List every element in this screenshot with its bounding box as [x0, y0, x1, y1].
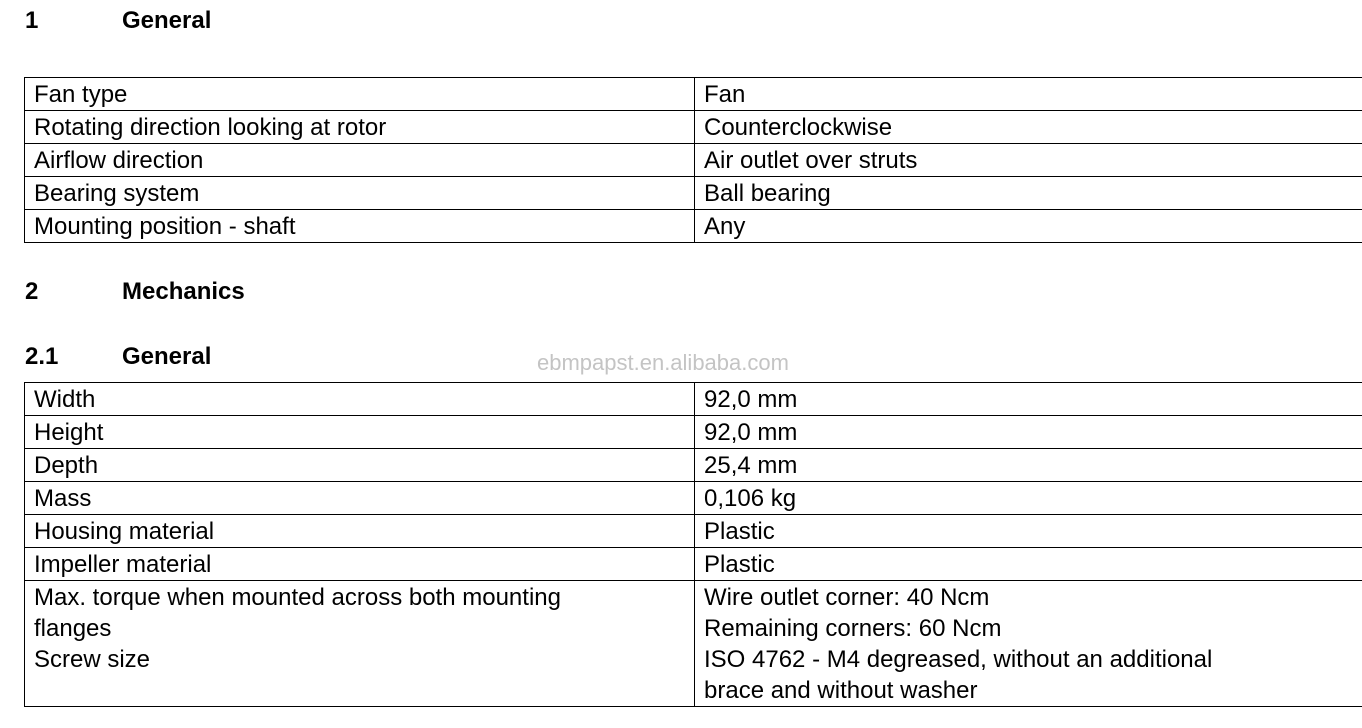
spec-label: Bearing system: [25, 177, 695, 210]
spec-value: Fan: [695, 78, 1362, 111]
spec-value-line: Wire outlet corner: 40 Ncm: [704, 584, 990, 611]
spec-label-line: Screw size: [34, 646, 151, 673]
spec-label: Mounting position - shaft: [25, 210, 695, 243]
table-row: [25, 111, 1362, 144]
spec-label: Impeller material: [25, 548, 695, 581]
spec-value: Any: [695, 210, 1362, 243]
table-row-torque: [25, 581, 1362, 707]
section-title: General: [122, 7, 212, 34]
spec-label: Depth: [25, 449, 695, 482]
general-spec-table: [24, 77, 1362, 243]
table-row: [25, 548, 1362, 581]
spec-value: 92,0 mm: [695, 416, 1362, 449]
section-heading-general: [25, 7, 211, 35]
section-number: 1: [25, 7, 39, 34]
spec-value: 92,0 mm: [695, 383, 1362, 416]
spec-value-line: ISO 4762 - M4 degreased, without an additional: [704, 646, 1213, 673]
table-row: [25, 144, 1362, 177]
spec-label: Airflow direction: [25, 144, 695, 177]
table-row: [25, 482, 1362, 515]
spec-label: [25, 581, 695, 707]
table-row: [25, 515, 1362, 548]
spec-label: Housing material: [25, 515, 695, 548]
table-row: [25, 210, 1362, 243]
mechanics-spec-table: [24, 382, 1362, 707]
spec-label: Fan type: [25, 78, 695, 111]
spec-label: Mass: [25, 482, 695, 515]
spec-value-line: Remaining corners: 60 Ncm: [704, 615, 1002, 642]
spec-label: Width: [25, 383, 695, 416]
section-number: 2.1: [25, 343, 59, 370]
table-row: [25, 78, 1362, 111]
table-row: [25, 383, 1362, 416]
spec-value-line: brace and without washer: [704, 677, 978, 704]
spec-value: 0,106 kg: [695, 482, 1362, 515]
section-heading-mechanics: [25, 278, 245, 306]
table-row: [25, 177, 1362, 210]
spec-value: Plastic: [695, 548, 1362, 581]
watermark: ebmpapst.en.alibaba.com: [537, 350, 789, 375]
spec-value: Plastic: [695, 515, 1362, 548]
table-row: [25, 449, 1362, 482]
section-number: 2: [25, 278, 39, 305]
spec-value: 25,4 mm: [695, 449, 1362, 482]
spec-label-line: flanges: [34, 615, 112, 642]
spec-value: Air outlet over struts: [695, 144, 1362, 177]
spec-value: Ball bearing: [695, 177, 1362, 210]
spec-value: [695, 581, 1362, 707]
spec-label: Height: [25, 416, 695, 449]
spec-value: Counterclockwise: [695, 111, 1362, 144]
section-title: General: [122, 343, 212, 370]
spec-label: Rotating direction looking at rotor: [25, 111, 695, 144]
section-title: Mechanics: [122, 278, 245, 305]
spec-label-line: Max. torque when mounted across both mounting: [34, 584, 561, 611]
section-heading-mechanics-general: [25, 343, 211, 371]
table-row: [25, 416, 1362, 449]
